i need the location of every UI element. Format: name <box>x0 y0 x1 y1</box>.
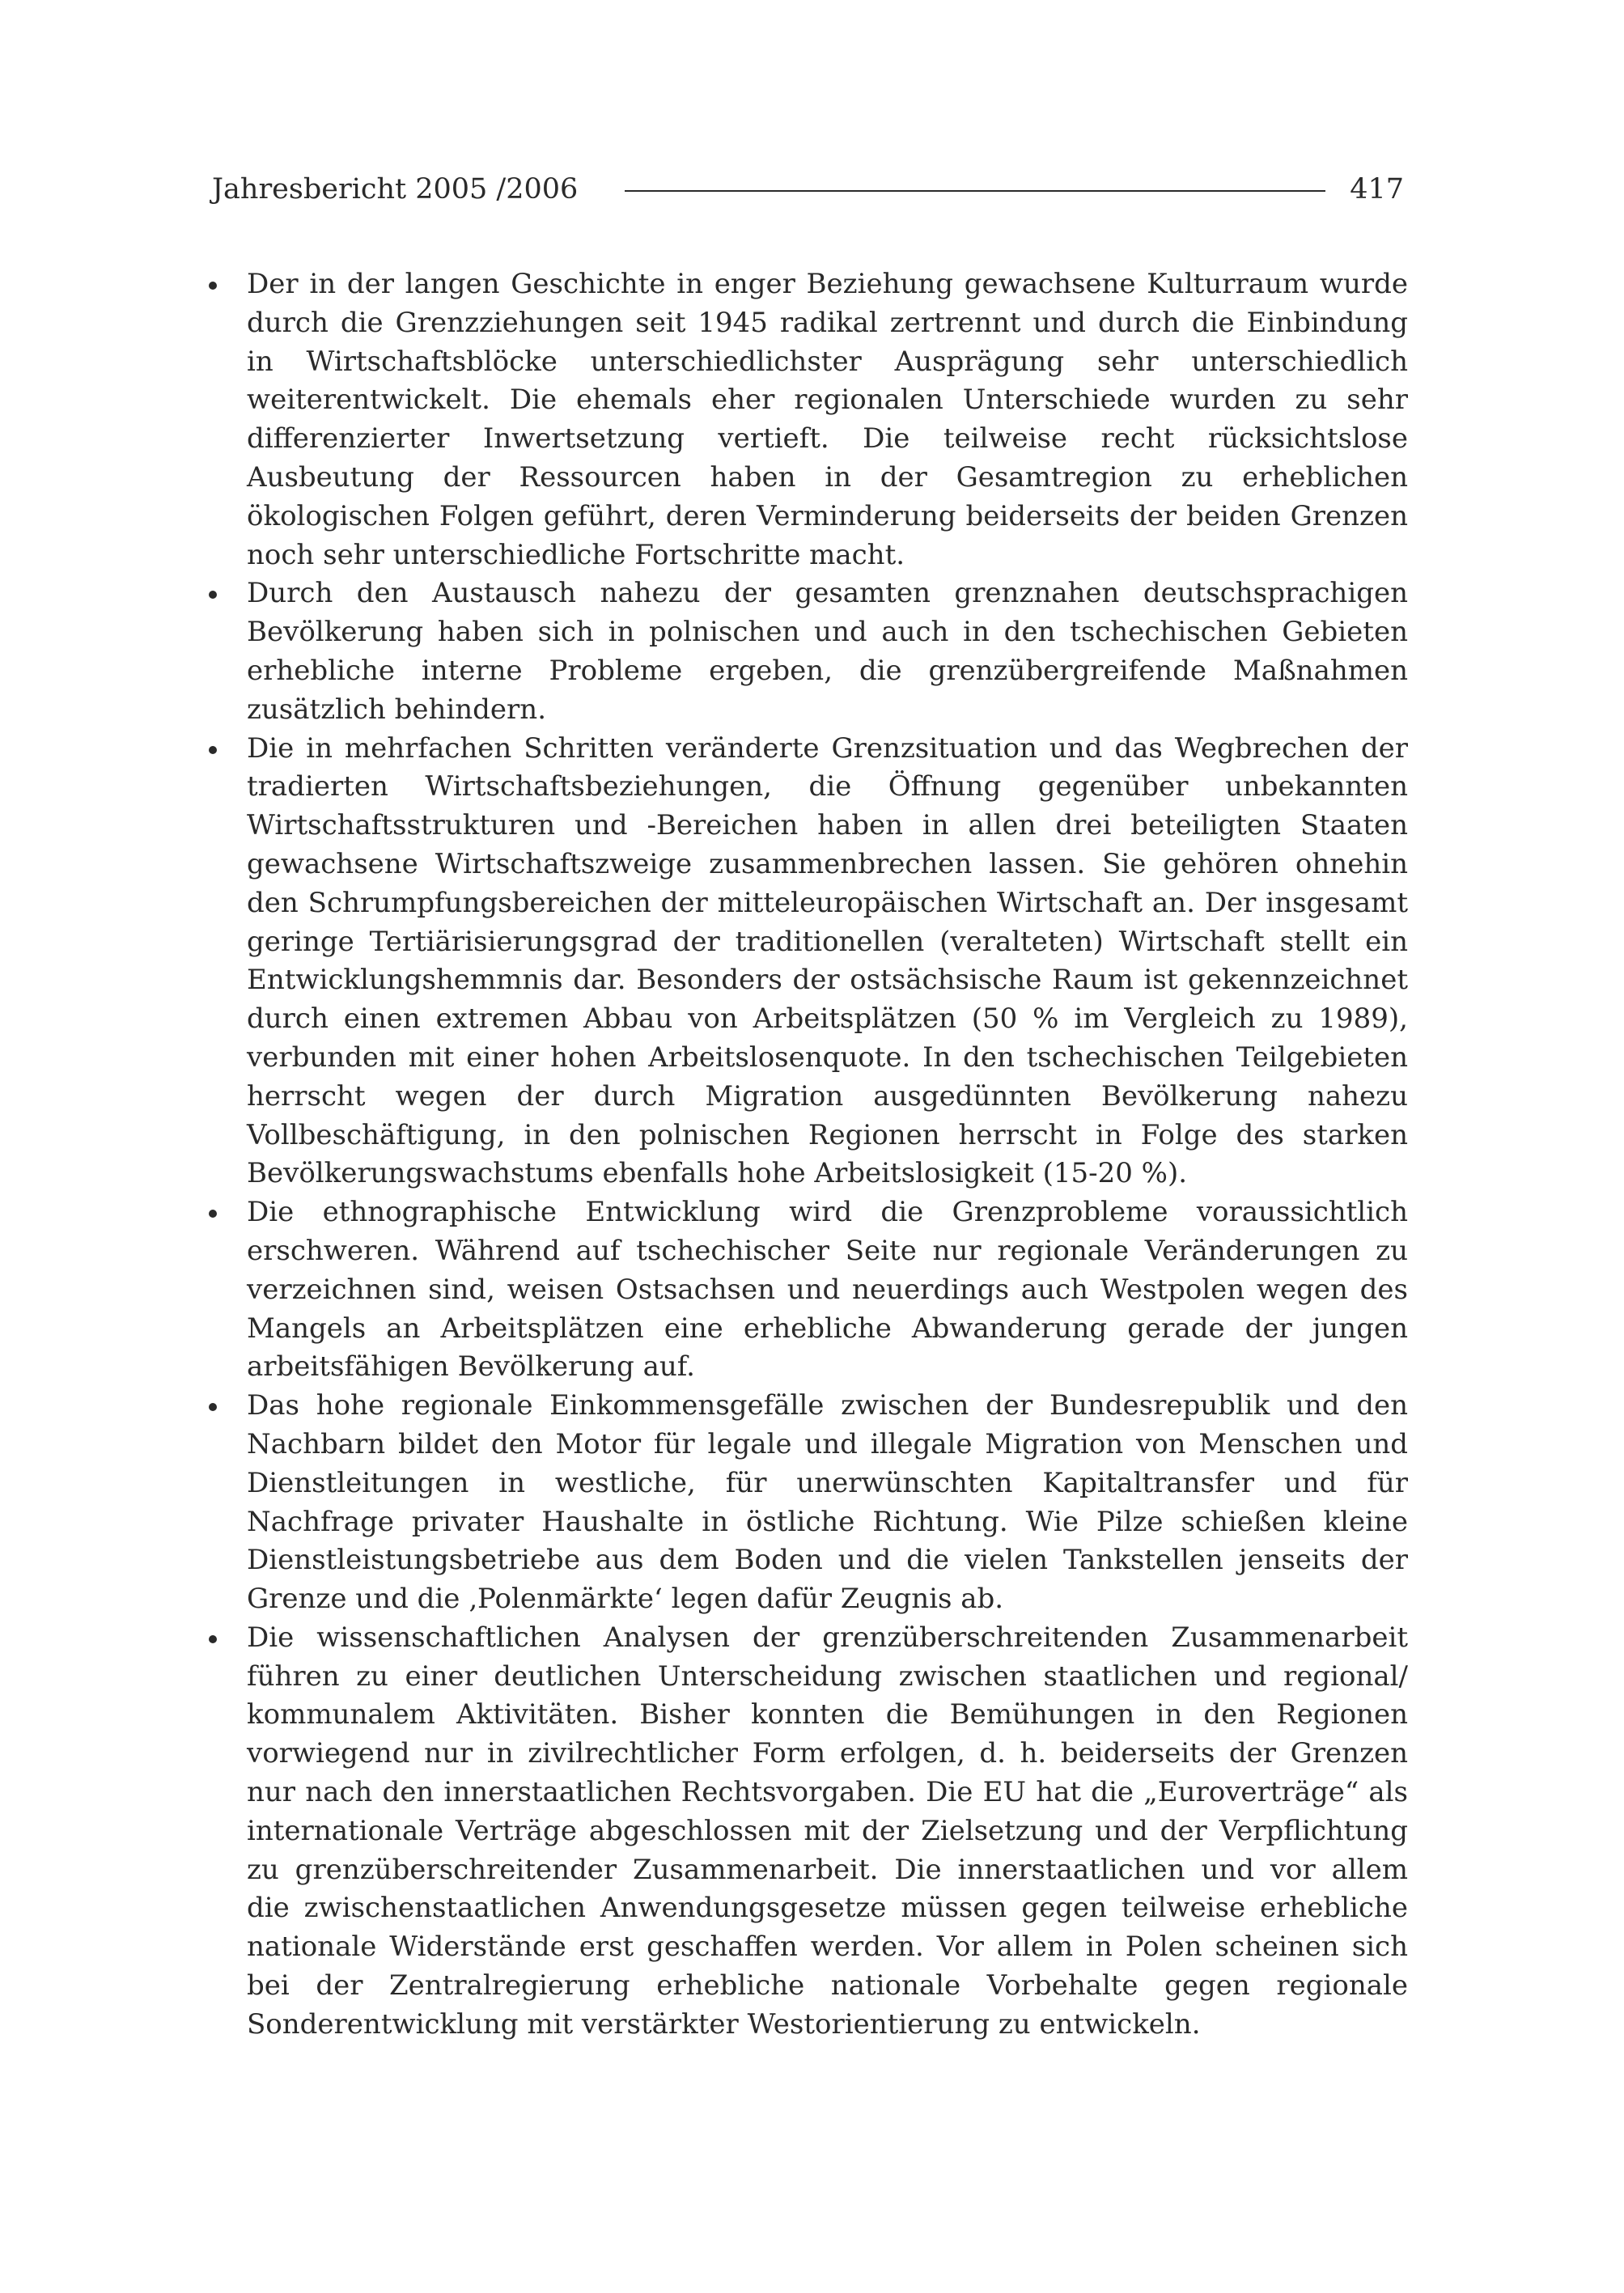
bullet-text: Die ethnographische Entwicklung wird die Grenzprobleme voraussichtlich erschweren. Während auf tschechischer Seite nur regionale Veränderungen zu verzeichnen sind, weisen Ostsachsen und neuerdings auch Westpolen wegen des Mangels an Arbeitsplätzen eine erhebliche Abwanderung gerade der jungen arbeitsfähigen Bevölkerung auf. <box>247 1196 1408 1384</box>
bullet-icon <box>209 1210 217 1218</box>
bullet-item <box>209 1193 1408 1387</box>
bullet-item <box>209 1619 1408 2045</box>
bullet-text: Die in mehrfachen Schritten veränderte Grenzsituation und das Wegbrechen der tradierten Wirtschaftsbeziehungen, die Öffnung gegenüber unbekannten Wirtschaftsstrukturen und -Bereichen haben in allen drei beteiligten Staaten gewachsene Wirtschaftszweige zusammenbrechen lassen. Sie gehören ohnehin den Schrumpfungsbereichen der mitteleuropäischen Wirtschaft an. Der insgesamt geringe Tertiärisierungsgrad der traditionellen (veralteten) Wirtschaft stellt ein Entwicklungshemmnis dar. Besonders der ostsächsische Raum ist gekennzeichnet durch einen extremen Abbau von Arbeitsplätzen (50 % im Vergleich zu 1989), verbunden mit einer hohen Arbeitslosenquote. In den tschechischen Teilgebieten herrscht wegen der durch Migration ausgedünnten Bevölkerung nahezu Vollbeschäftigung, in den polnischen Regionen herrscht in Folge des starken Bevölkerungswachstums ebenfalls hohe Arbeitslosigkeit (15-20 %). <box>247 731 1408 1190</box>
bullet-item <box>209 574 1408 729</box>
bullet-item <box>209 265 1408 574</box>
bullet-icon <box>209 746 217 754</box>
bullet-list <box>209 265 1408 2045</box>
bullet-item <box>209 730 1408 1194</box>
bullet-item <box>209 1387 1408 1619</box>
header-title: Jahresbericht 2005 /2006 <box>212 173 579 206</box>
bullet-text: Durch den Austausch nahezu der gesamten grenznahen deutschsprachigen Bevölkerung haben sich in polnischen und auch in den tschechischen Gebieten erhebliche interne Probleme ergeben, die grenzübergreifende Maßnahmen zusätzlich behindern. <box>247 577 1408 726</box>
running-header <box>212 167 1404 212</box>
bullet-text: Der in der langen Geschichte in enger Beziehung gewachsene Kulturraum wurde durch die Grenzziehungen seit 1945 radikal zertrennt und durch die Einbindung in Wirtschaftsblöcke unterschiedlichster Ausprägung sehr unterschiedlich weiterentwickelt. Die ehemals eher regionalen Unterschiede wurden zu sehr differenzierter Inwertsetzung vertieft. Die teilweise recht rücksichtslose Ausbeutung der Ressourcen haben in der Gesamtregion zu erheblichen ökologischen Folgen geführt, deren Verminderung beiderseits der beiden Grenzen noch sehr unterschiedliche Fortschritte macht. <box>247 268 1408 571</box>
bullet-text: Das hohe regionale Einkommensgefälle zwischen der Bundesrepublik und den Nachbarn bildet den Motor für legale und illegale Migration von Menschen und Dienstleitungen in westliche, für unerwünschten Kapitaltransfer und für Nachfrage privater Haushalte in östliche Richtung. Wie Pilze schießen kleine Dienstleistungsbetriebe aus dem Boden und die vielen Tankstellen jenseits der Grenze und die ‚Polenmärkte‘ legen dafür Zeugnis ab. <box>247 1389 1408 1616</box>
bullet-icon <box>209 1403 217 1411</box>
bullet-icon <box>209 282 217 290</box>
header-rule <box>625 190 1325 192</box>
bullet-icon <box>209 591 217 599</box>
page-number: 417 <box>1350 173 1404 206</box>
bullet-icon <box>209 1635 217 1643</box>
bullet-text: Die wissenschaftlichen Analysen der grenzüberschreitenden Zusammenarbeit führen zu einer deutlichen Unterscheidung zwischen staatlichen und regional/ kommunalem Aktivitäten. Bisher konnten die Bemühungen in den Regionen vorwiegend nur in zivilrechtlicher Form erfolgen, d. h. beiderseits der Grenzen nur nach den innerstaatlichen Rechtsvorgaben. Die EU hat die „Euroverträge“ als internationale Verträge abgeschlossen mit der Zielsetzung und der Verpflichtung zu grenzüberschreitender Zusammenarbeit. Die innerstaatlichen und vor allem die zwischenstaatlichen Anwendungsgesetze müssen gegen teilweise erhebliche nationale Widerstände erst geschaffen werden. Vor allem in Polen scheinen sich bei der Zentralregierung erhebliche nationale Vorbehalte gegen regionale Sonderentwicklung mit verstärkter Westorientierung zu entwickeln. <box>247 1621 1408 2041</box>
